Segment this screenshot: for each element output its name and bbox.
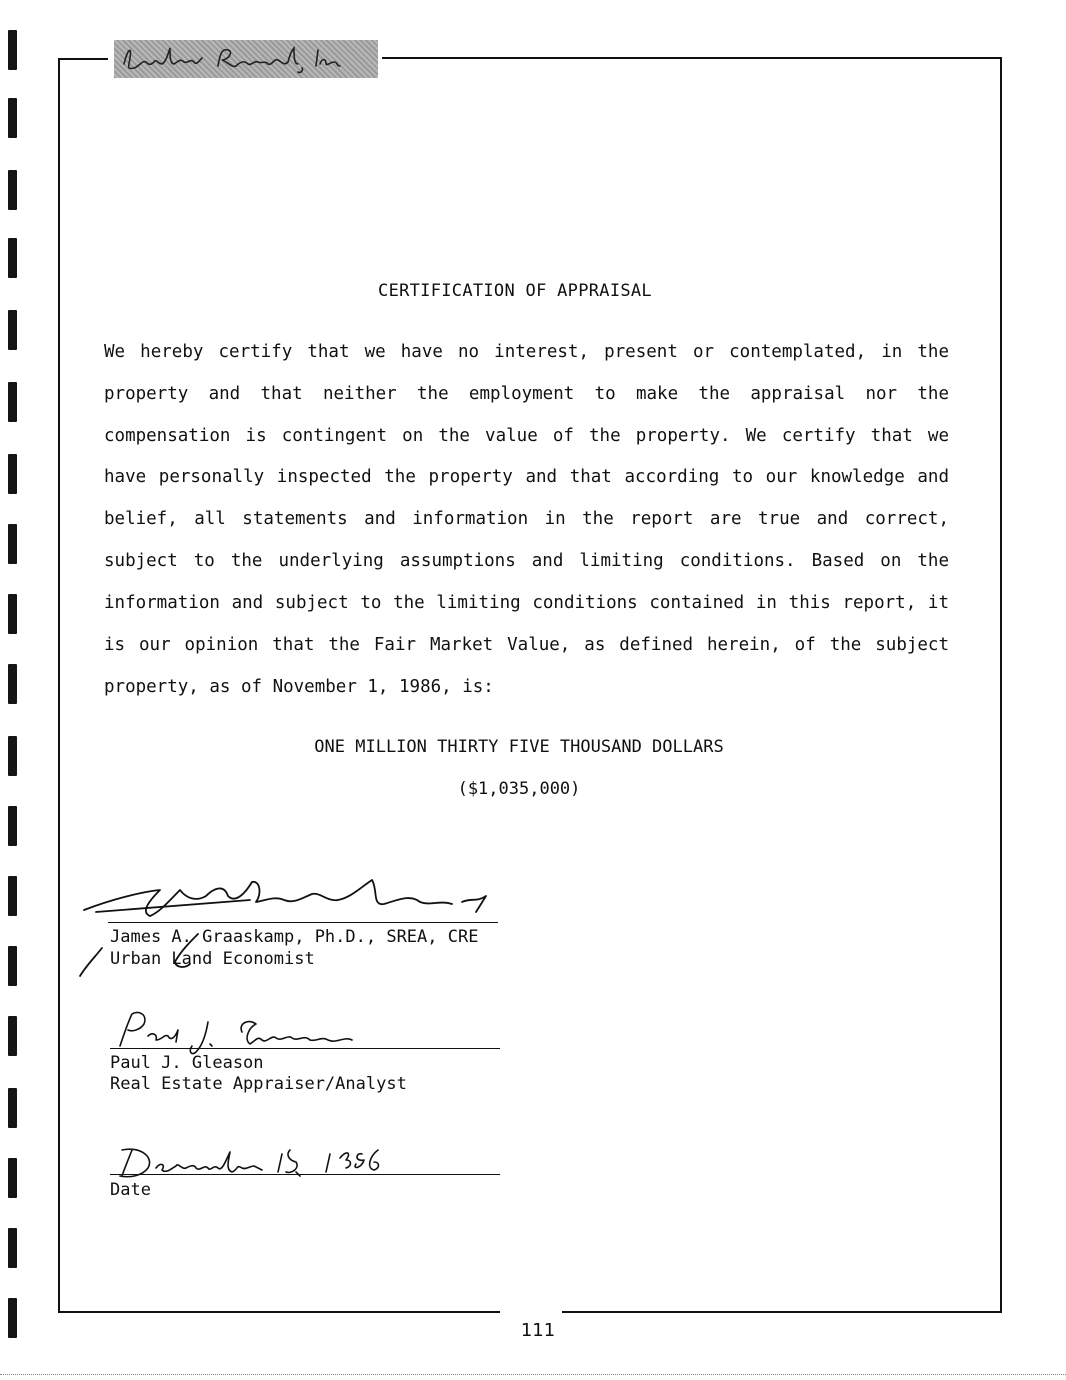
binding-hole xyxy=(8,1088,17,1128)
binding-hole xyxy=(8,1016,17,1056)
binding-hole xyxy=(8,1158,17,1198)
binding-hole xyxy=(8,1298,17,1338)
binding-hole xyxy=(8,664,17,704)
company-logo xyxy=(114,40,378,78)
frame-border-left xyxy=(58,58,60,1312)
frame-border-top xyxy=(382,57,1002,59)
page-edge xyxy=(0,1374,1066,1375)
paragraph-line: have personally inspected the property and that according to our knowledge and xyxy=(104,467,949,487)
value-in-words: ONE MILLION THIRTY FIVE THOUSAND DOLLARS xyxy=(314,737,724,757)
frame-border-bottom xyxy=(58,1311,500,1313)
binding-hole xyxy=(8,594,17,634)
binding-hole xyxy=(8,1228,17,1268)
paragraph-line: We hereby certify that we have no interest, present or contemplated, in the xyxy=(104,342,949,362)
paragraph-line: subject to the underlying assumptions and limiting conditions. Based on the xyxy=(104,551,949,571)
paragraph-line: information and subject to the limiting conditions contained in this report, it xyxy=(104,593,949,613)
signatory-title: Urban Land Economist xyxy=(110,949,315,969)
document-title: CERTIFICATION OF APPRAISAL xyxy=(378,281,652,301)
paragraph-line: compensation is contingent on the value of the property. We certify that we xyxy=(104,426,949,446)
frame-border-top xyxy=(58,58,108,60)
signatory-name: James A. Graaskamp, Ph.D., SREA, CRE xyxy=(110,927,479,947)
binding-hole xyxy=(8,524,17,564)
signatory-title: Real Estate Appraiser/Analyst xyxy=(110,1074,407,1094)
frame-border-right xyxy=(1000,57,1002,1313)
paragraph-line: property, as of November 1, 1986, is: xyxy=(104,677,494,697)
binding-hole xyxy=(8,454,17,494)
paragraph-line: belief, all statements and information in the report are true and correct, xyxy=(104,509,949,529)
date-label: Date xyxy=(110,1180,151,1200)
binding-hole xyxy=(8,946,17,986)
value-in-figures: ($1,035,000) xyxy=(457,779,581,799)
page-number: 111 xyxy=(520,1320,556,1341)
binding-hole xyxy=(8,876,17,916)
binding-holes xyxy=(8,0,20,1380)
date-line xyxy=(110,1174,500,1175)
paragraph-line: is our opinion that the Fair Market Value, as defined herein, of the subject xyxy=(104,635,949,655)
binding-hole xyxy=(8,170,17,210)
signature-line xyxy=(110,1048,500,1049)
binding-hole xyxy=(8,30,17,70)
logo-script-icon xyxy=(114,40,378,78)
frame-border-bottom xyxy=(562,1311,1002,1313)
binding-hole xyxy=(8,98,17,138)
binding-hole xyxy=(8,806,17,846)
signatory-name: Paul J. Gleason xyxy=(110,1053,264,1073)
signature-line xyxy=(108,922,498,923)
binding-hole xyxy=(8,310,17,350)
binding-hole xyxy=(8,238,17,278)
binding-hole xyxy=(8,382,17,422)
paragraph-line: property and that neither the employment to make the appraisal nor the xyxy=(104,384,949,404)
